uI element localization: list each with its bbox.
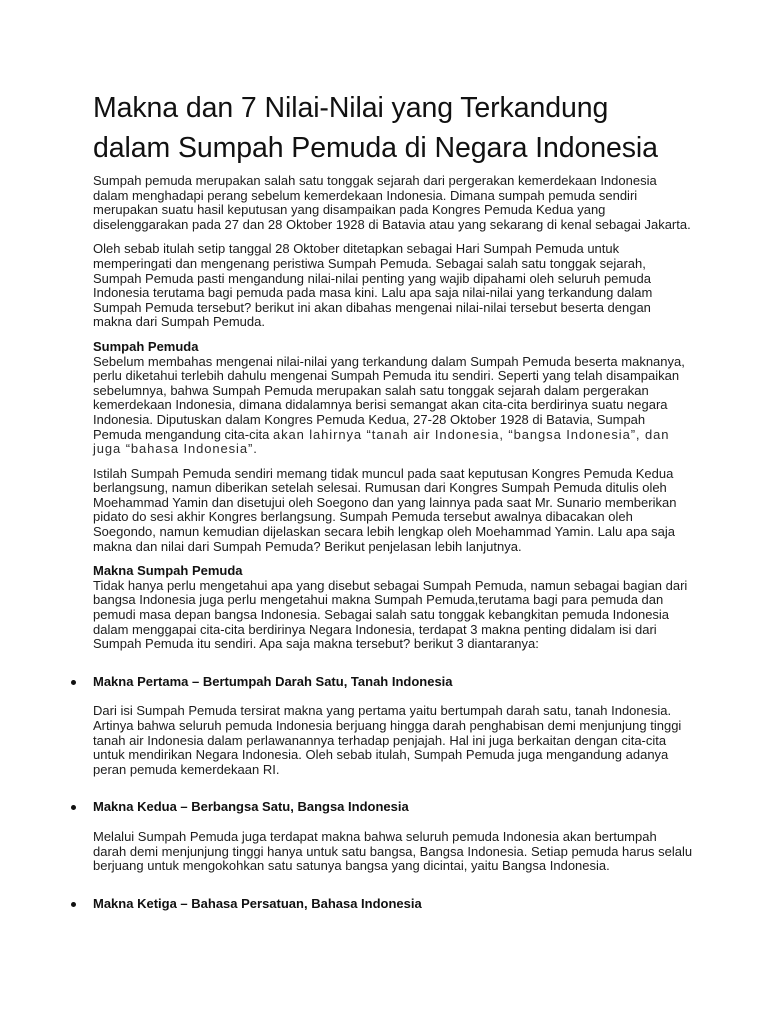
list-item (93, 800, 693, 873)
list-item (93, 675, 693, 778)
bullet-icon (71, 902, 76, 907)
heading-text: Makna Ketiga – Bahasa Persatuan, Bahasa Indonesia (93, 895, 422, 911)
intro-paragraph-1: Sumpah pemuda merupakan salah satu tonggak sejarah dari pergerakan kemerdekaan Indonesia dalam menghadapi perang sebelum kemerdekaan Indonesia. Dimana sumpah pemuda sendiri merupakan suatu hasil keputusan yang disampaikan pada Kongres Pemuda Kedua yang diselenggarakan pada 27 dan 28 Oktober 1928 di Batavia atau yang sekarang di kenal sebagai Jakarta. (93, 173, 691, 232)
list-item-body: Melalui Sumpah Pemuda juga terdapat makna bahwa seluruh pemuda Indonesia akan bertumpah darah demi menjunjung tinggi hanya untuk satu bangsa, Bangsa Indonesia. Setiap pemuda harus selalu berjuang untuk mengokohkan satu satunya bangsa yang dicintai, yaitu Bangsa Indonesia. (93, 828, 693, 874)
list-item-body: Dari isi Sumpah Pemuda tersirat makna yang pertama yaitu bertumpah darah satu, tanah Indonesia. Artinya bahwa seluruh pemuda Indonesia berjuang hingga darah penghabisan demi menjunjung tinggi tanah air Indonesia dalam perlawanannya terhadap penjajah. Hal ini juga berkaitan dengan cita-cita untuk mendirikan Negara Indonesia. Oleh sebab itulah, Sumpah Pemuda juga mengandung adanya peran pemuda kemerdekaan RI. (93, 703, 682, 777)
sumpah-pemuda-paragraph-2: Istilah Sumpah Pemuda sendiri memang tidak muncul pada saat keputusan Kongres Pemuda Kedua berlangsung, namun diberikan setelah selesai. Rumusan dari Kongres Sumpah Pemuda ditulis oleh Moehammad Yamin dan disetujui oleh Soegono dan yang lainnya pada saat Mr. Sunario memberikan pidato do sesi akhir Kongres berlangsung. Sumpah Pemuda tersebut awalnya dibacakan oleh Soegondo, namun kemudian dijelaskan secara lebih lengkap oleh Moehammad Yamin. Lalu apa saja makna dan nilai dari Sumpah Pemuda? Berikut penjelasan lebih lanjutnya. (93, 465, 677, 554)
list-item-heading (93, 675, 693, 690)
heading-text: Makna Pertama – Bertumpah Darah Satu, Tanah Indonesia (93, 673, 453, 689)
section-makna (93, 564, 693, 911)
title-line-1: Makna dan 7 Nilai-Nilai yang Terkandung (93, 92, 609, 124)
bullet-icon (71, 680, 76, 685)
section-heading: Sumpah Pemuda (93, 338, 199, 354)
section-sumpah-pemuda (93, 340, 693, 554)
section-heading: Makna Sumpah Pemuda (93, 563, 243, 579)
bullet-icon (71, 805, 76, 810)
makna-list (93, 675, 693, 912)
title-line-2: dalam Sumpah Pemuda di Negara Indonesia (93, 132, 658, 164)
list-item-heading (93, 897, 693, 912)
sumpah-pemuda-paragraph-1 (93, 355, 693, 457)
paragraph-text: Sebelum membahas mengenai nilai-nilai yang terkandung dalam Sumpah Pemuda beserta maknanya, perlu diketahui terlebih dahulu mengenai Sumpah Pemuda itu sendiri. Seperti yang telah disampaikan sebelumnya, bahwa Sumpah Pemuda merupakan salah satu tonggak sejarah dalam pergerakan kemerdekaan Indonesia, dimana didalamnya berisi semangat akan cita-cita berdirinya suatu negara Indonesia. Diputuskan dalam Kongres Pemuda Kedua, 27-28 Oktober 1928 di Batavia, Sumpah Pemuda mengandung cita-cita (93, 353, 685, 442)
document-title (93, 88, 693, 168)
heading-text: Makna Kedua – Berbangsa Satu, Bangsa Indonesia (93, 799, 409, 815)
quoted-ideals-text: akan lahirnya “tanah air Indonesia, “bangsa Indonesia”, dan juga “bahasa Indonesia”. (93, 426, 670, 457)
list-item-heading (93, 800, 693, 815)
list-item (93, 897, 693, 912)
makna-intro-paragraph: Tidak hanya perlu mengetahui apa yang disebut sebagai Sumpah Pemuda, namun sebagai bagian dari bangsa Indonesia juga perlu mengetahui makna Sumpah Pemuda,terutama bagi para pemuda dan pemudi masa depan bangsa Indonesia. Sebagai salah satu tonggak kebangkitan pemuda Indonesia dalam menggapai cita-cita berdirinya Negara Indonesia, terdapat 3 makna penting didalam isi dari Sumpah Pemuda itu sendiri. Apa saja makna tersebut? berikut 3 diantaranya: (93, 577, 688, 652)
intro-paragraph-2: Oleh sebab itulah setip tanggal 28 Oktober ditetapkan sebagai Hari Sumpah Pemuda untuk memperingati dan mengenang peristiwa Sumpah Pemuda. Sebagai salah satu tonggak sejarah, Sumpah Pemuda pasti mengandung nilai-nilai penting yang wajib dipahami oleh seluruh pemuda Indonesia terutama bagi pemuda pada masa kini. Lalu apa saja nilai-nilai yang terkandung dalam Sumpah Pemuda tersebut? berikut ini akan dibahas mengenai nilai-nilai tersebut beserta dengan makna dari Sumpah Pemuda. (93, 241, 653, 330)
document-page (93, 88, 693, 926)
